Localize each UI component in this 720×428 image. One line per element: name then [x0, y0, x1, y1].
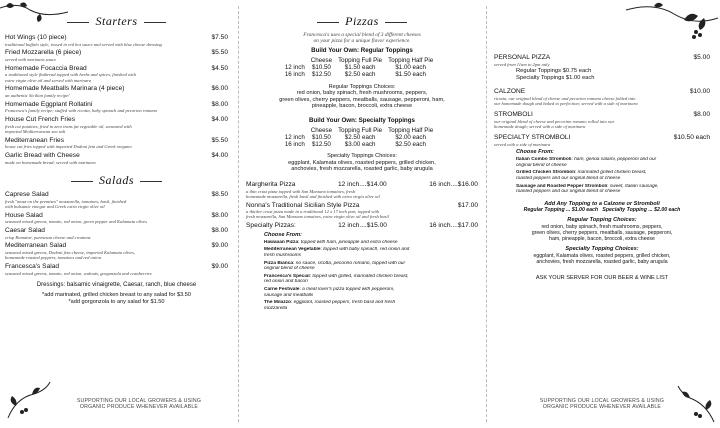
menu-item-price: $4.00	[211, 116, 228, 124]
menu-item-price: $4.00	[211, 152, 228, 160]
stromboli-desc-2: homemade dough; served with a side of marinara	[494, 124, 586, 130]
menu-item-desc: imported Mediterranean sea salt	[5, 128, 66, 134]
menu-item-desc: fresh cut potatoes, fried in zero trans fat vegetable oil, seasoned with	[5, 123, 132, 129]
specialty-pizzas: Specialty Pizzas: 12 inch....$15.00 16 inch....$17.00	[246, 222, 478, 230]
choice-item-desc: topped with grilled, marinated chicken breast,	[312, 273, 409, 279]
dressings-text: Dressings: balsamic vinaigrette, Caesar, ranch, blue cheese	[36, 281, 197, 288]
menu-item-name: Caesar Salad	[5, 226, 45, 234]
salad-addon-chicken: *add marinated, grilled chicken breast to any salad for $3.50	[42, 292, 191, 299]
choice-item-desc: mozzarella	[264, 305, 288, 311]
choice-item: The Milazzo: eggplant, roasted peppers, fresh basil and fresh	[264, 300, 396, 306]
menu-item-name: House Salad	[5, 211, 43, 219]
calzone-desc-1: ricotta, our original blend of cheese and pecorino romano cheese folded into	[494, 95, 636, 101]
menu-item-price: $8.00	[211, 226, 228, 234]
vine-decoration-icon	[6, 380, 52, 420]
personal-pizza: PERSONAL PIZZA $5.00	[494, 54, 710, 61]
choice-item: Hawaiian Pizza: topped with ham, pineapple and extra cheese	[264, 239, 398, 245]
menu-item-name: Fried Mozzarella (6 piece)	[5, 49, 82, 57]
vine-decoration-icon	[624, 0, 720, 44]
menu-item	[5, 65, 228, 73]
menu-item-price: $4.50	[211, 64, 228, 72]
menu-item	[5, 101, 228, 109]
menu-item	[5, 227, 228, 235]
menu-item-desc: traditional buffalo style, tossed in red hot sauce and served with blue cheese dressing	[5, 41, 162, 47]
choice-item: Grilled Chicken Stromboli: marinated grilled chicken breast,	[516, 170, 647, 176]
salad-addon-gorgonzola: *add gorgonzola to any salad for $1.50	[68, 298, 165, 305]
menu-item	[5, 152, 228, 160]
choice-item-desc: original blend of cheese	[516, 162, 567, 168]
menu-item-desc: crisp Romaine, parmesan cheese and croutons	[5, 234, 91, 240]
choice-item-desc: original blend of cheese	[264, 266, 315, 272]
menu-item-desc: a traditional style flatbread topped with herbs and spices, finished with	[5, 72, 136, 78]
pizzas-title: Pizzas	[246, 14, 478, 29]
footer-growers: SUPPORTING OUR LOCAL GROWERS & USING ORGANIC PRODUCE WHENEVER AVAILABLE	[539, 398, 665, 411]
pizzas-intro: Francesca's uses a special blend of 3 different cheeses on your pizza for a unique flavor experience.	[303, 32, 421, 45]
choice-item-desc: sausage and meatballs	[264, 292, 314, 298]
menu-item-desc: fresh "mozz on the premises" mozzarella, tomatoes, basil, finished	[5, 198, 127, 204]
stromboli-desc-1: our original blend of cheese and pecorino romano rolled into our	[494, 118, 615, 124]
menu-item-name: Caprese Salad	[5, 190, 49, 198]
choice-item-name: Grilled Chicken Stromboli	[516, 170, 575, 176]
choice-item: Sausage and Roasted Pepper Stromboli: sweet, Italian sausage,	[516, 183, 659, 189]
menu-item	[5, 85, 228, 93]
choice-item-name: Italian Combo Stromboli	[516, 157, 572, 163]
choice-item-desc: roasted peppers and our original blend of cheese	[516, 189, 621, 195]
choice-item-name: Pizza Bianca	[264, 260, 294, 266]
add-any-title: Add Any Topping to a Calzone or Stromboli	[544, 200, 660, 207]
starters-list	[5, 34, 228, 165]
choice-item-name: Hawaiian Pizza	[264, 239, 299, 245]
menu-item-price: $5.50	[211, 136, 228, 144]
menu-item-price: $8.00	[211, 211, 228, 219]
specialty-choices-list: eggplant, Kalamata olives, roasted peppers, grilled chicken, anchovies, fresh mozzarella, roasted garlic, baby arugula	[288, 159, 436, 173]
margherita-desc-2: homemade mozzarella, fresh basil and finished with extra virgin olive oil	[246, 193, 380, 199]
menu-item-price: $6.00	[211, 85, 228, 93]
menu-item-desc: made on homemade bread; served with marinara	[5, 159, 96, 165]
footer-growers: SUPPORTING OUR LOCAL GROWERS & USING ORGANIC PRODUCE WHENEVER AVAILABLE	[76, 398, 202, 411]
menu-item-price: $5.50	[211, 49, 228, 57]
choice-item-name: Sausage and Roasted Pepper Stromboli	[516, 183, 608, 189]
menu-item-desc: an authentic Sicilian family recipe!	[5, 92, 70, 98]
choice-item-desc: topped with ham, pineapple and extra cheese	[300, 239, 398, 245]
menu-item-name: Hot Wings (10 piece)	[5, 34, 67, 41]
menu-item-name: Homemade Focaccia Bread	[5, 64, 87, 72]
salads-list	[5, 191, 228, 276]
choice-item-name: Mediterranean Vegetable	[264, 247, 321, 253]
choice-item-desc: red onion and bacon	[264, 279, 308, 285]
choice-item: Carne Festivale: a meat lover's pizza topped with pepperoni,	[264, 286, 395, 292]
sicilian-desc-1: a thicker crust pizza made in a traditional 12 x 17 inch pan; topped with	[246, 209, 380, 215]
margherita-pizza: Margherita Pizza 12 inch....$14.00 16 inch....$16.00	[246, 180, 478, 188]
choice-item-name: Francesca's Special	[264, 273, 310, 279]
menu-item-desc: seasonal mixed greens, tomato, red onion, walnuts, gorgonzola and cranberries	[5, 270, 152, 276]
specialty-toppings-heading: Build Your Own: Specialty Toppings	[309, 116, 415, 124]
specialty-stromboli-list	[494, 157, 710, 195]
menu-item-price: $7.50	[211, 34, 228, 41]
menu-item-name: Garlic Bread with Cheese	[5, 152, 80, 160]
regular-choices-list: red onion, baby spinach, fresh mushrooms, peppers, green olives, cherry peppers, meatballs, sausage, pepperoni, ham, pineapple, bacon, broccoli, extra cheese	[279, 90, 445, 110]
menu-item-name: Homemade Eggplant Rollatini	[5, 100, 93, 108]
menu-item-desc: seasonal mixed greens, tomato, red onion, green pepper and Kalamata olives	[5, 219, 148, 225]
choice-item: Mediterranean Vegetable: topped with baby spinach, red onion and	[264, 247, 410, 253]
specialty-topping-choices-list: eggplant, Kalamata olives, roasted peppers, grilled chicken, anchovies, fresh mozzarella, roasted garlic, baby arugula	[533, 252, 671, 265]
choice-item-desc: eggplant, roasted peppers, fresh basil and fresh	[293, 300, 396, 306]
menu-item-desc: extra virgin olive oil and served with marinara	[5, 77, 92, 83]
choice-item-desc: fresh mushrooms	[264, 252, 302, 258]
sicilian-desc-2: fresh mozzarella, San Marzano tomatoes, extra virgin olive oil and fresh basil	[246, 214, 389, 220]
menu-item	[5, 116, 228, 124]
menu-item	[5, 137, 228, 145]
menu-item-name: House Cut French Fries	[5, 116, 75, 124]
menu-item	[5, 242, 228, 250]
menu-item	[5, 263, 228, 271]
choice-item-name: Carne Festivale	[264, 286, 300, 292]
menu-item-price: $8.50	[211, 190, 228, 198]
regular-topping-choices-title: Regular Topping Choices:	[567, 217, 637, 224]
menu-item-price: $9.00	[211, 262, 228, 270]
starters-title: Starters	[5, 14, 228, 29]
menu-item-name: Homemade Meatballs Marinara (4 piece)	[5, 85, 125, 93]
menu-item-name: Mediterranean Fries	[5, 136, 65, 144]
starters-salads-column	[0, 0, 238, 428]
specialty-pizza-list	[246, 240, 478, 312]
menu-item	[5, 191, 228, 199]
vine-decoration-icon	[676, 384, 716, 424]
stromboli: STROMBOLI $8.00	[494, 111, 710, 119]
add-any-prices: Regular Topping ... $1.00 each Specialty Topping ... $2.00 each	[523, 207, 681, 214]
menu-item-name: Mediterranean Salad	[5, 242, 67, 250]
specialty-topping-choices-title: Specialty Topping Choices:	[565, 246, 639, 253]
menu-item-desc: served with marinara sauce	[5, 56, 57, 62]
specialty-stromboli: SPECIALTY STROMBOLI $10.50 each	[494, 134, 710, 142]
personal-pizza-toppings: Regular Toppings $0.75 each Specialty Toppings $1.00 each	[516, 67, 595, 81]
menu-item	[5, 212, 228, 220]
choice-item: Pizza Bianca: no sauce, ricotta, pecorino romano, topped with our	[264, 260, 406, 266]
specialty-toppings-table: Cheese Topping Full Pie Topping Half Pie 12 inch $10.50 $2.50 each $2.00 each 16 inch $12.50 $3.00 each $2.50 each	[284, 126, 434, 148]
regular-toppings-table: Cheese Topping Full Pie Topping Half Pie 12 inch $10.50 $1.50 each $1.00 each 16 inch $12.50 $2.50 each $1.50 each	[284, 57, 434, 79]
choice-item-desc: topped with baby spinach, red onion and	[323, 247, 410, 253]
stromboli-choose-from: Choose From:	[516, 149, 554, 156]
pizzas-column	[238, 0, 486, 428]
specialty-stromboli-desc: served with a side of marinara	[494, 141, 551, 147]
beer-wine-note: ASK YOUR SERVER FOR OUR BEER & WINE LIST	[535, 275, 669, 282]
regular-topping-choices-list: red onion, baby spinach, fresh mushrooms, peppers, green olives, cherry peppers, meatballs, sausage, pepperoni, ham, pineapple, bacon, broccoli, extra cheese	[531, 224, 673, 243]
menu-item	[5, 34, 228, 42]
calzone-desc-2: our homemade dough and baked to perfection; served with a side of marinara	[494, 101, 638, 107]
choice-item-name: The Milazzo	[264, 300, 291, 306]
choice-item-desc: roasted peppers and our original blend of cheese	[516, 175, 621, 181]
choice-item-desc: a meat lover's pizza topped with pepperoni,	[302, 286, 395, 292]
choice-item-desc: marinated grilled chicken breast,	[577, 170, 647, 176]
vine-decoration-icon	[0, 0, 70, 30]
specialty-choose-from: Choose From:	[264, 231, 302, 238]
specialty-choices-title: Specialty Toppings Choices:	[327, 153, 397, 160]
menu-item-desc: seasonal mixed greens, Dodoni feta cheese, imported Kalamata olives,	[5, 249, 136, 255]
margherita-desc-1: a thin crust pizza topped with San Marzano tomatoes, fresh	[246, 188, 356, 194]
menu-item-desc: Francesca's family recipe; stuffed with ricotta, baby spinach and pecorino romano	[5, 108, 158, 114]
regular-toppings-heading: Build Your Own: Regular Toppings	[311, 47, 413, 55]
calzone-stromboli-column	[486, 0, 720, 428]
personal-pizza-desc: served from 11am to 2pm only	[494, 61, 550, 67]
choice-item: Francesca's Special: topped with grilled, marinated chicken breast,	[264, 273, 409, 279]
sicilian-pizza: Nonna's Traditional Sicilian Style Pizza $17.00	[246, 201, 478, 209]
menu-item	[5, 49, 228, 57]
regular-choices-title: Regular Toppings Choices:	[328, 83, 396, 90]
choice-item-desc: ham, genoa salami, pepperoni and our	[574, 157, 657, 163]
menu-item-price: $9.00	[211, 242, 228, 250]
menu-item-desc: homemade roasted peppers, tomatoes and red onion	[5, 255, 101, 261]
choice-item-desc: no sauce, ricotta, pecorino romano, topped with our	[295, 260, 406, 266]
choice-item: Italian Combo Stromboli: ham, genoa salami, pepperoni and our	[516, 157, 657, 163]
choice-item-desc: sweet, Italian sausage,	[609, 183, 659, 189]
menu-item-desc: with balsamic vinegar and Greek extra virgin olive oil	[5, 203, 105, 209]
calzone: CALZONE $10.00	[494, 88, 710, 96]
salads-title: Salads	[5, 173, 228, 188]
menu-item-name: Francesca's Salad	[5, 262, 60, 270]
menu-item-price: $8.00	[211, 100, 228, 108]
menu-item-desc: house cut fries topped with imported Dodoni feta and Greek oregano	[5, 144, 132, 150]
